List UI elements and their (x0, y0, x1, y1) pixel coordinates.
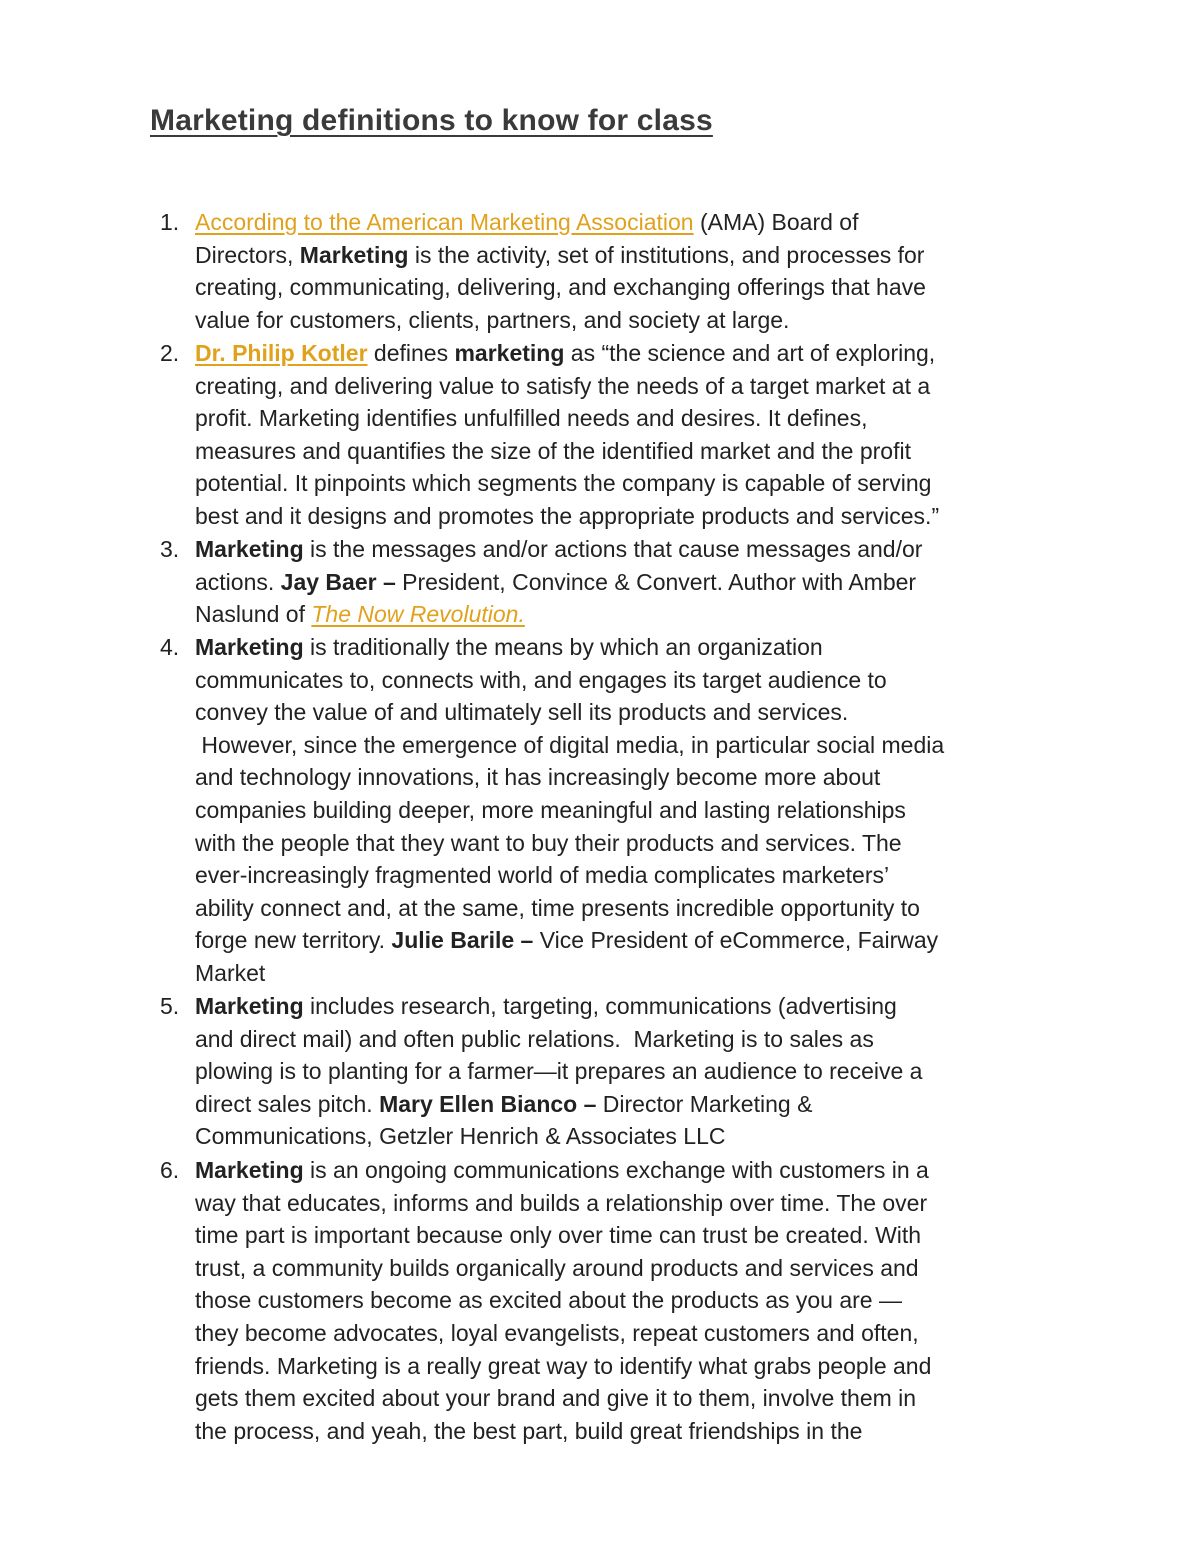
list-item-text (195, 206, 1075, 336)
text-line: and direct mail) and often public relations. Marketing is to sales as (195, 1025, 874, 1052)
text-line: Marketing is an ongoing communications exchange with customers in a (195, 1157, 929, 1183)
now-revolution-link[interactable]: The Now Revolution. (311, 601, 525, 628)
text-line: Marketing includes research, targeting, communications (advertising (195, 993, 897, 1019)
ama-link[interactable]: According to the American Marketing Association (195, 209, 694, 235)
text-line: creating, and delivering value to satisfy the needs of a target market at a (195, 372, 931, 399)
list-item-text (195, 990, 1075, 1153)
text-line: companies building deeper, more meaningful and lasting relationships (195, 796, 906, 823)
text-line: those customers become as excited about the products as you are — (195, 1287, 902, 1314)
text-line: Dr. Philip Kotler defines marketing as “the science and art of exploring, (195, 340, 936, 366)
text-line: measures and quantifies the size of the identified market and the profit (195, 437, 911, 464)
list-number: 1. (160, 209, 180, 235)
text-line: Directors, Marketing is the activity, set of institutions, and processes for (195, 241, 925, 268)
list-number: 2. (160, 340, 180, 366)
text-line: ever-increasingly fragmented world of media complicates marketers’ (195, 862, 890, 889)
list-item-text (195, 533, 1075, 631)
text-line: friends. Marketing is a really great way to identify what grabs people and (195, 1352, 932, 1379)
text-line: However, since the emergence of digital media, in particular social media (195, 731, 945, 758)
text-line: plowing is to planting for a farmer—it prepares an audience to receive a (195, 1058, 923, 1085)
text-line: communicates to, connects with, and engages its target audience to (195, 666, 887, 693)
text-line: and technology innovations, it has increasingly become more about (195, 764, 881, 791)
text-line: trust, a community builds organically around products and services and (195, 1254, 919, 1281)
list-item-text (195, 337, 1075, 533)
text-line: they become advocates, loyal evangelists, repeat customers and often, (195, 1319, 919, 1346)
text-line: Marketing is the messages and/or actions that cause messages and/or (195, 536, 923, 562)
text-line: Marketing is traditionally the means by which an organization (195, 634, 823, 660)
text-line: way that educates, informs and builds a relationship over time. The over (195, 1189, 928, 1216)
text-line: value for customers, clients, partners, and society at large. (195, 306, 790, 333)
text-line: potential. It pinpoints which segments the company is capable of serving (195, 470, 932, 497)
text-line: Market (195, 959, 266, 986)
list-number: 6. (160, 1157, 180, 1183)
text-line: actions. Jay Baer – President, Convince & Convert. Author with Amber (195, 568, 917, 595)
list-number: 5. (160, 993, 180, 1019)
list-number: 3. (160, 536, 180, 562)
page-title: Marketing definitions to know for class (150, 104, 713, 137)
text-line: convey the value of and ultimately sell its products and services. (195, 699, 849, 726)
list-number: 4. (160, 634, 180, 660)
text-line: best and it designs and promotes the appropriate products and services.” (195, 502, 940, 529)
text-line: forge new territory. Julie Barile – Vice President of eCommerce, Fairway (195, 927, 939, 954)
text-line: the process, and yeah, the best part, build great friendships in the (195, 1417, 863, 1444)
text-line: Communications, Getzler Henrich & Associates LLC (195, 1123, 726, 1150)
philip-kotler-link[interactable]: Dr. Philip Kotler (195, 340, 368, 366)
text-line: time part is important because only over time can trust be created. With (195, 1222, 922, 1249)
text-line: Naslund of The Now Revolution. (195, 601, 525, 628)
text-line: with the people that they want to buy their products and services. The (195, 829, 902, 856)
list-item-text (195, 631, 1075, 990)
text-line: creating, communicating, delivering, and exchanging offerings that have (195, 274, 926, 301)
text-line: gets them excited about your brand and give it to them, involve them in (195, 1385, 917, 1412)
text-line: ability connect and, at the same, time presents incredible opportunity to (195, 894, 920, 921)
text-line: According to the American Marketing Association (AMA) Board of (195, 209, 859, 235)
list-item-text (195, 1154, 1075, 1447)
text-line: profit. Marketing identifies unfulfilled needs and desires. It defines, (195, 405, 868, 432)
text-line: direct sales pitch. Mary Ellen Bianco – Director Marketing & (195, 1090, 813, 1117)
